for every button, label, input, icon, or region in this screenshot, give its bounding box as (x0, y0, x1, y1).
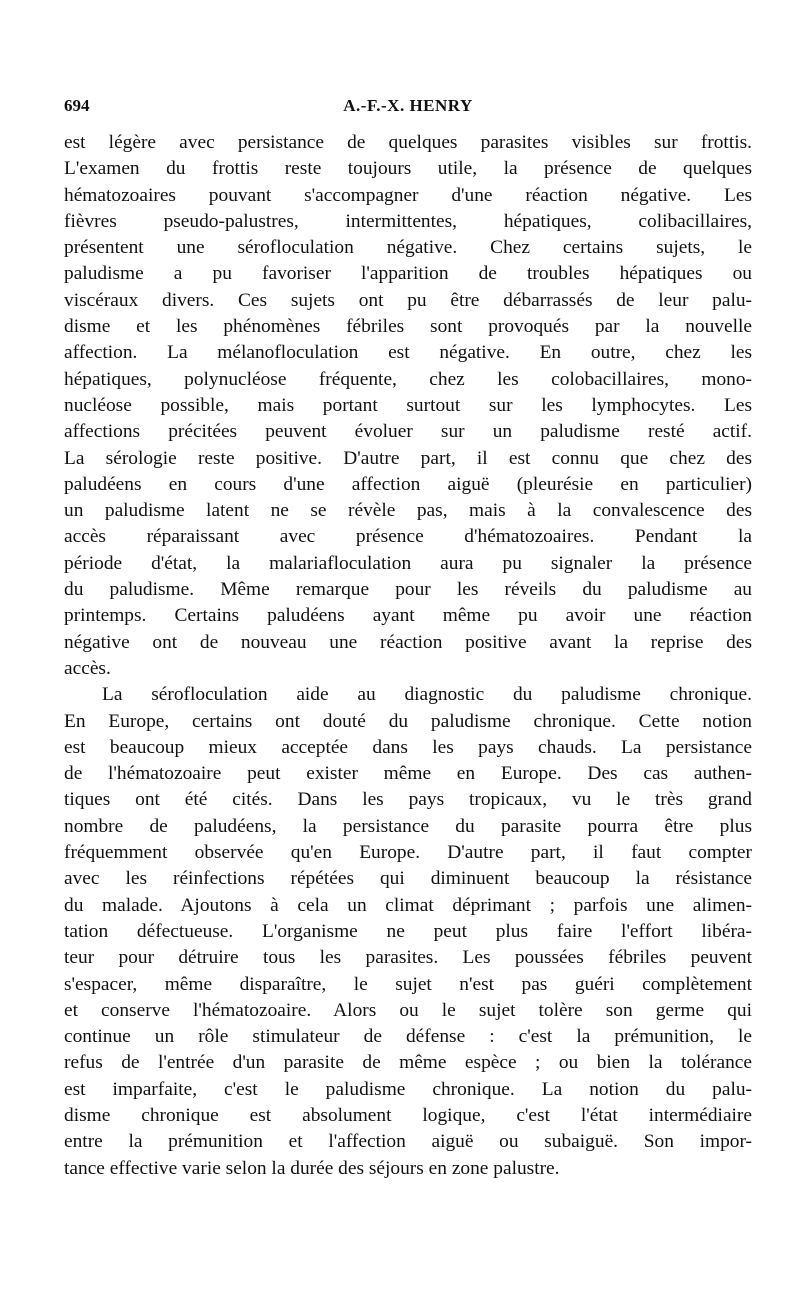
text-line: du paludisme. Même remarque pour les réveils du paludisme au (64, 579, 752, 601)
text-line: La sérologie reste positive. D'autre part, il est connu que chez des (64, 447, 752, 469)
text-line: présentent une sérofloculation négative. Chez certains sujets, le (64, 237, 752, 259)
text-line: hématozoaires pouvant s'accompagner d'une réaction négative. Les (64, 184, 752, 206)
text-line: nucléose possible, mais portant surtout sur les lymphocytes. Les (64, 394, 752, 416)
text-line: période d'état, la malariafloculation aura pu signaler la présence (64, 552, 752, 574)
text-line: disme chronique est absolument logique, c'est l'état intermédiaire (64, 1104, 752, 1126)
text-line: printemps. Certains paludéens ayant même pu avoir une réaction (64, 605, 752, 627)
page-header (64, 96, 752, 126)
text-line: fièvres pseudo-palustres, intermittentes, hépatiques, colibacillaires, (64, 210, 752, 232)
text-line: viscéraux divers. Ces sujets ont pu être débarrassés de leur palu- (64, 289, 752, 311)
text-line: refus de l'entrée d'un parasite de même espèce ; ou bien la tolérance (64, 1052, 752, 1074)
text-line: paludéens en cours d'une affection aiguë (pleurésie en particulier) (64, 473, 752, 495)
text-line: avec les réinfections répétées qui diminuent beaucoup la résistance (64, 868, 752, 890)
text-line: du malade. Ajoutons à cela un climat déprimant ; parfois une alimen- (64, 894, 752, 916)
text-line: nombre de paludéens, la persistance du parasite pourra être plus (64, 815, 752, 837)
text-line: est légère avec persistance de quelques parasites visibles sur frottis. (64, 132, 752, 153)
text-line: La sérofloculation aide au diagnostic du paludisme chronique. (102, 684, 752, 706)
text-line: En Europe, certains ont douté du paludisme chronique. Cette notion (64, 710, 752, 732)
text-line: un paludisme latent ne se révèle pas, mais à la convalescence des (64, 500, 752, 522)
text-line: négative ont de nouveau une réaction positive avant la reprise des (64, 631, 752, 653)
running-title: A.-F.-X. HENRY (343, 96, 473, 115)
text-line: accès. (64, 657, 111, 679)
text-line: affection. La mélanofloculation est négative. En outre, chez les (64, 342, 752, 364)
paragraph-1 (64, 130, 752, 682)
text-line: tance effective varie selon la durée des séjours en zone palustre. (64, 1157, 560, 1179)
text-line: s'espacer, même disparaître, le sujet n'est pas guéri complètement (64, 973, 752, 995)
text-line: hépatiques, polynucléose fréquente, chez les colobacillaires, mono- (64, 368, 752, 390)
text-line: tation défectueuse. L'organisme ne peut plus faire l'effort libéra- (64, 920, 752, 942)
text-line: tiques ont été cités. Dans les pays tropicaux, vu le très grand (64, 789, 752, 811)
text-line: est beaucoup mieux acceptée dans les pays chauds. La persistance (64, 736, 752, 758)
text-line: accès réparaissant avec présence d'hématozoaires. Pendant la (64, 526, 752, 548)
paragraph-2 (64, 682, 752, 1182)
text-line: fréquemment observée qu'en Europe. D'autre part, il faut compter (64, 842, 752, 864)
text-line: disme et les phénomènes fébriles sont provoqués par la nouvelle (64, 316, 752, 338)
page-number: 694 (64, 96, 90, 115)
text-line: affections précitées peuvent évoluer sur un paludisme resté actif. (64, 421, 752, 443)
text-line: de l'hématozoaire peut exister même en Europe. Des cas authen- (64, 763, 752, 785)
text-line: teur pour détruire tous les parasites. Les poussées fébriles peuvent (64, 947, 752, 969)
text-line: est imparfaite, c'est le paludisme chronique. La notion du palu- (64, 1078, 752, 1100)
text-line: et conserve l'hématozoaire. Alors ou le sujet tolère son germe qui (64, 999, 752, 1021)
book-page (64, 96, 752, 1182)
text-line: paludisme a pu favoriser l'apparition de troubles hépatiques ou (64, 263, 752, 285)
text-line: continue un rôle stimulateur de défense : c'est la prémunition, le (64, 1026, 752, 1048)
text-line: L'examen du frottis reste toujours utile, la présence de quelques (64, 158, 752, 180)
text-line: entre la prémunition et l'affection aiguë ou subaiguë. Son impor- (64, 1131, 752, 1153)
